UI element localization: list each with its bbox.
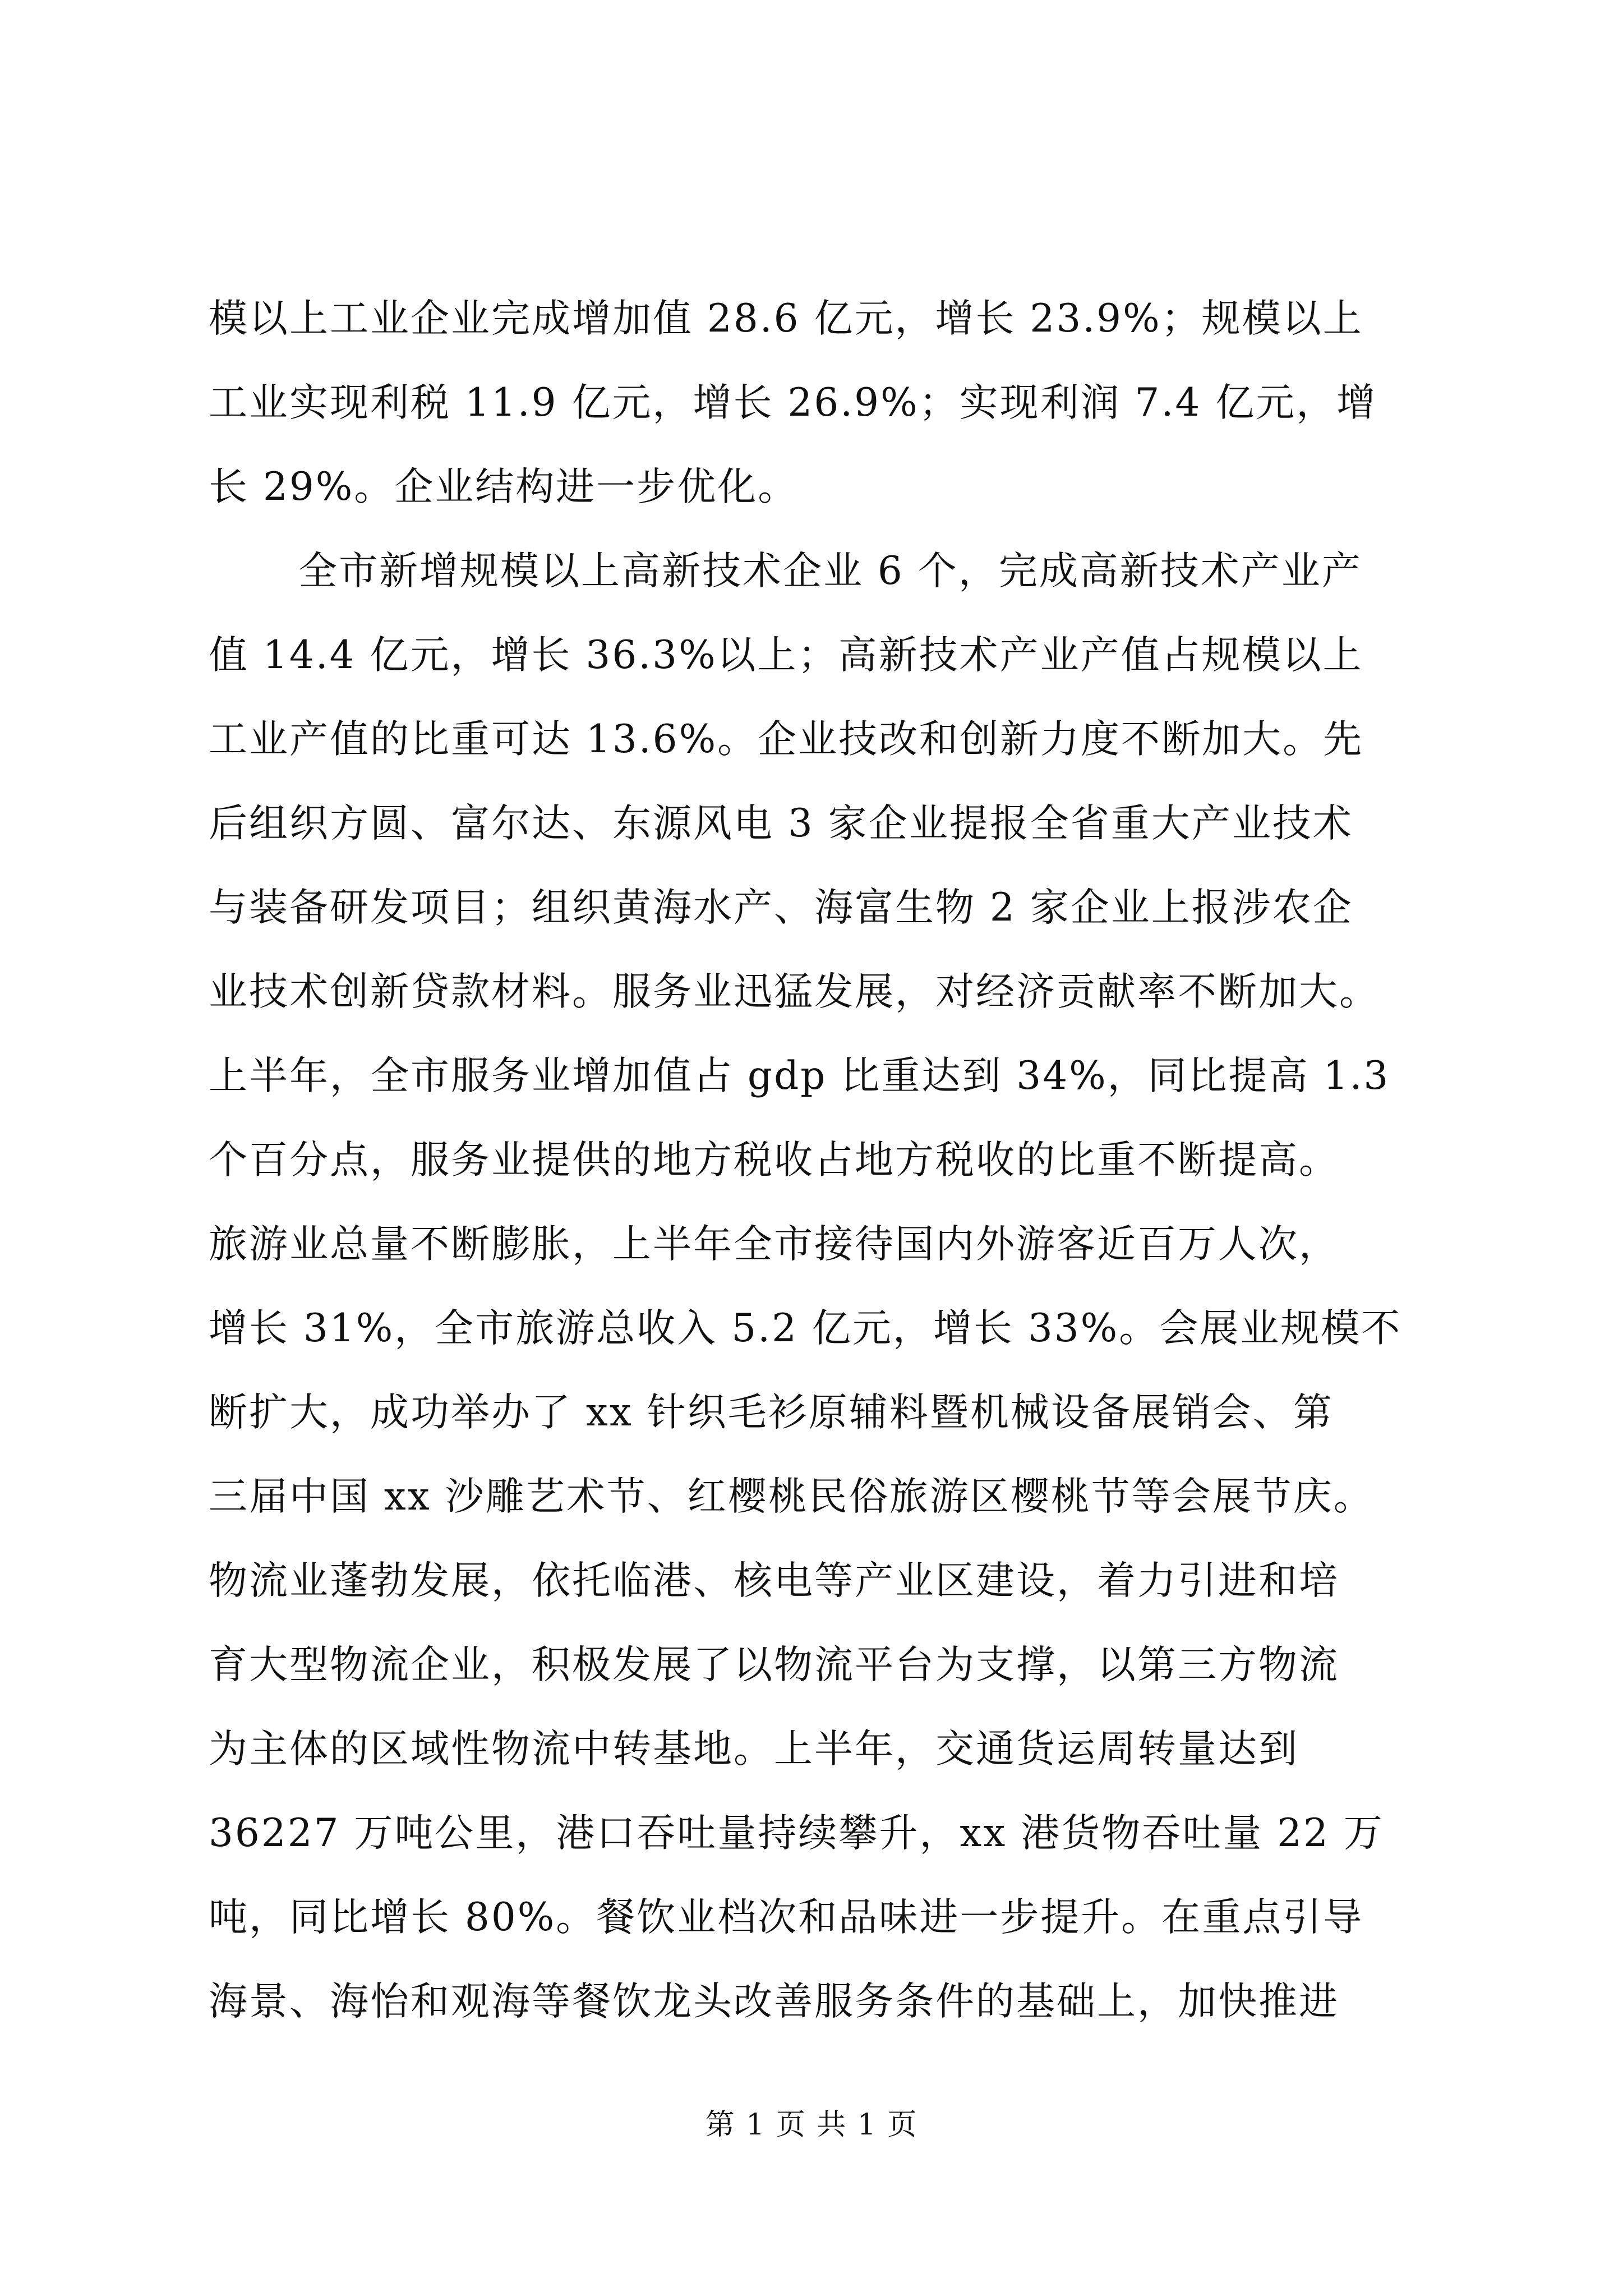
text-line: 长 29%。企业结构进一步优化。 [209, 464, 799, 509]
text-line: 增长 31%，全市旅游总收入 5.2 亿元，增长 33%。会展业规模不 [209, 1306, 1402, 1351]
text-line: 三届中国 xx 沙雕艺术节、红樱桃民俗旅游区樱桃节等会展节庆。 [209, 1474, 1374, 1519]
page-footer: 第 1 页 共 1 页 [705, 2108, 918, 2142]
text-line: 上半年，全市服务业增加值占 gdp 比重达到 34%，同比提高 1.3 [209, 1053, 1390, 1098]
text-line: 旅游业总量不断膨胀，上半年全市接待国内外游客近百万人次， [209, 1222, 1339, 1267]
text-line: 断扩大，成功举办了 xx 针织毛衫原辅料暨机械设备展销会、第 [209, 1390, 1334, 1435]
text-line: 与装备研发项目；组织黄海水产、海富生物 2 家企业上报涉农企 [209, 885, 1353, 930]
text-line: 值 14.4 亿元，增长 36.3%以上；高新技术产业产值占规模以上 [209, 633, 1363, 678]
text-line: 模以上工业企业完成增加值 28.6 亿元，增长 23.9%；规模以上 [209, 296, 1363, 341]
text-line: 育大型物流企业，积极发展了以物流平台为支撑，以第三方物流 [209, 1642, 1339, 1687]
text-line: 物流业蓬勃发展，依托临港、核电等产业区建设，着力引进和培 [209, 1558, 1339, 1603]
paragraph-first-line: 全市新增规模以上高新技术企业 6 个，完成高新技术产业产 [298, 549, 1362, 593]
text-line: 工业产值的比重可达 13.6%。企业技改和创新力度不断加大。先 [209, 717, 1364, 762]
document-body [209, 296, 1420, 2063]
text-line: 个百分点，服务业提供的地方税收占地方税收的比重不断提高。 [209, 1138, 1339, 1182]
text-line: 吨，同比增长 80%。餐饮业档次和品味进一步提升。在重点引导 [209, 1895, 1364, 1940]
text-line: 工业实现利税 11.9 亿元，增长 26.9%；实现利润 7.4 亿元，增 [209, 380, 1377, 425]
text-line: 为主体的区域性物流中转基地。上半年，交通货运周转量达到 [209, 1727, 1299, 1772]
text-line: 后组织方圆、富尔达、东源风电 3 家企业提报全省重大产业技术 [209, 801, 1353, 846]
text-line: 业技术创新贷款材料。服务业迅猛发展，对经济贡献率不断加大。 [209, 969, 1380, 1014]
text-line: 海景、海怡和观海等餐饮龙头改善服务条件的基础上，加快推进 [209, 1979, 1339, 2024]
text-line: 36227 万吨公里，港口吞吐量持续攀升，xx 港货物吞吐量 22 万 [209, 1811, 1384, 1856]
